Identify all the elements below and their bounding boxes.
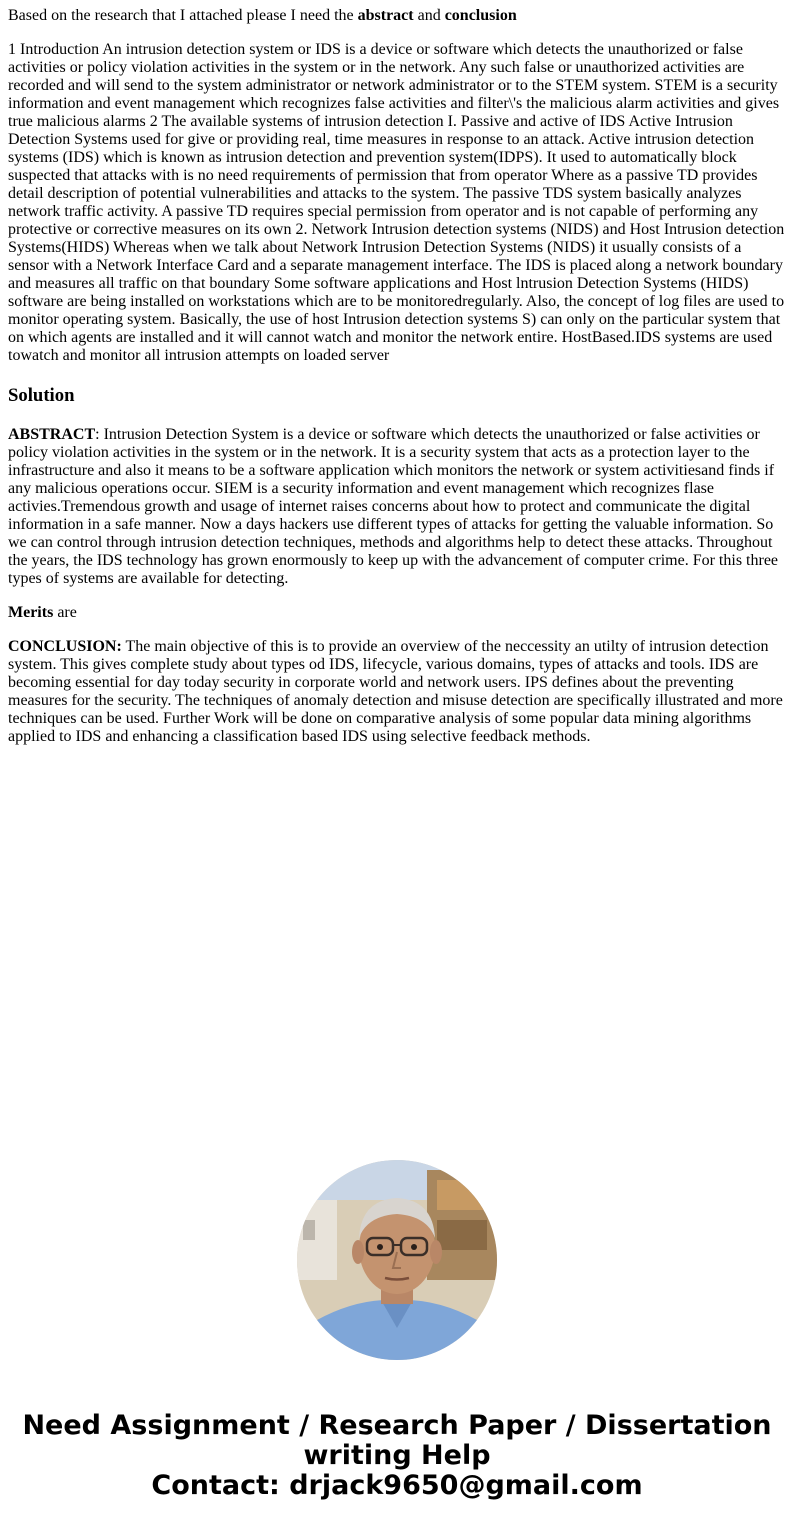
- abstract-paragraph: [8, 426, 786, 588]
- conclusion-text: The main objective of this is to provide an overview of the neccessity an utilty of intrusion detection system. This gives complete study about types od IDS, lifecycle, various domains, types of attacks and tools. IDS are becoming essential for day today security in corporate world and network users. IPS defines about the preventing measures for the security. The techniques of anomaly detection and misuse detection are specifically illustrated and more techniques can be used. Further Work will be done on comparative analysis of some popular data mining algorithms applied to IDS and enhancing a classification based IDS using selective feedback methods.: [8, 638, 783, 745]
- question-intro: Based on the research that I attached please I need the abstract and conclusion: [8, 7, 517, 24]
- promo-line-1: Need Assignment / Research Paper / Dissertation: [22, 1410, 772, 1441]
- abstract-label: ABSTRACT: [8, 426, 96, 443]
- merits-text: are: [53, 604, 77, 621]
- merits-paragraph: [8, 604, 786, 622]
- conclusion-paragraph: [8, 638, 786, 746]
- document-body: [0, 7, 794, 746]
- solution-heading: Solution: [8, 385, 75, 406]
- promo-contact: Contact: drjack9650@gmail.com: [151, 1470, 643, 1501]
- promo-line-2: writing Help: [303, 1440, 491, 1471]
- abstract-text: : Intrusion Detection System is a device or software which detects the unauthorized or false activities or policy violation activities in the system or in the network. It is a security system that acts as a protection layer to the infrastructure and also it means to be a software application which monitors the network or system activitiesand finds if any malicious operations occur. SIEM is a security information and event management which recognizes flase activies.Tremendous growth and usage of internet raises concerns about how to protect and communicate the digital information in a safe manner. Now a days hackers use different types of attacks for getting the valuable information. So we can control through intrusion detection techniques, methods and algorithms help to detect these attacks. Throughout the years, the IDS technology has grown enormously to keep up with the advancement of computer crime. For this three types of systems are available for detecting.: [8, 426, 779, 587]
- promo-banner: [0, 1411, 794, 1501]
- avatar-portrait-icon: [297, 1160, 497, 1360]
- merits-label: Merits: [8, 604, 54, 621]
- conclusion-keyword: conclusion: [444, 7, 517, 24]
- avatar: [297, 1160, 497, 1360]
- abstract-keyword: abstract: [357, 7, 414, 24]
- question-body: 1 Introduction An intrusion detection system or IDS is a device or software which detects the unauthorized or false activities or policy violation activities in the system or in the network. Any such false or unauthorized activities are recorded and will send to the system administrator or network administrator or to the STEM system. STEM is a security information and event management which recognizes false activities and filter\'s the malicious alarm activities and gives true malicious alarms 2 The available systems of intrusion detection I. Passive and active of IDS Active Intrusion Detection Systems used for give or providing real, time measures in response to an attack. Active intrusion detection systems (IDS) which is known as intrusion detection and prevention system(IDPS). It used to automatically block suspected that attacks with is no need requirements of permission that from operator Where as a passive TD provides detail description of potential vulnerabilities and attacks to the system. The passive TDS system basically analyzes network traffic activity. A passive TD requires special permission from operator and is not capable of performing any protective or corrective measures on its own 2. Network Intrusion detection systems (NIDS) and Host Intrusion detection Systems(HIDS) Whereas when we talk about Network Intrusion Detection Systems (NIDS) it usually consists of a sensor with a Network Interface Card and a separate management interface. The IDS is placed along a network boundary and measures all traffic on that boundary Some software applications and Host lntrusion Detection Systems (HIDS) software are being installed on workstations which are to be monitoredregularly. Also, the concept of log files are used to monitor operating system. Basically, the use of host Intrusion detection systems S) can only on the particular system that on which agents are installed and it will cannot watch and monitor the network entire. HostBased.IDS systems are used towatch and monitor all intrusion attempts on loaded server: [8, 41, 785, 364]
- conclusion-label: CONCLUSION:: [8, 638, 122, 655]
